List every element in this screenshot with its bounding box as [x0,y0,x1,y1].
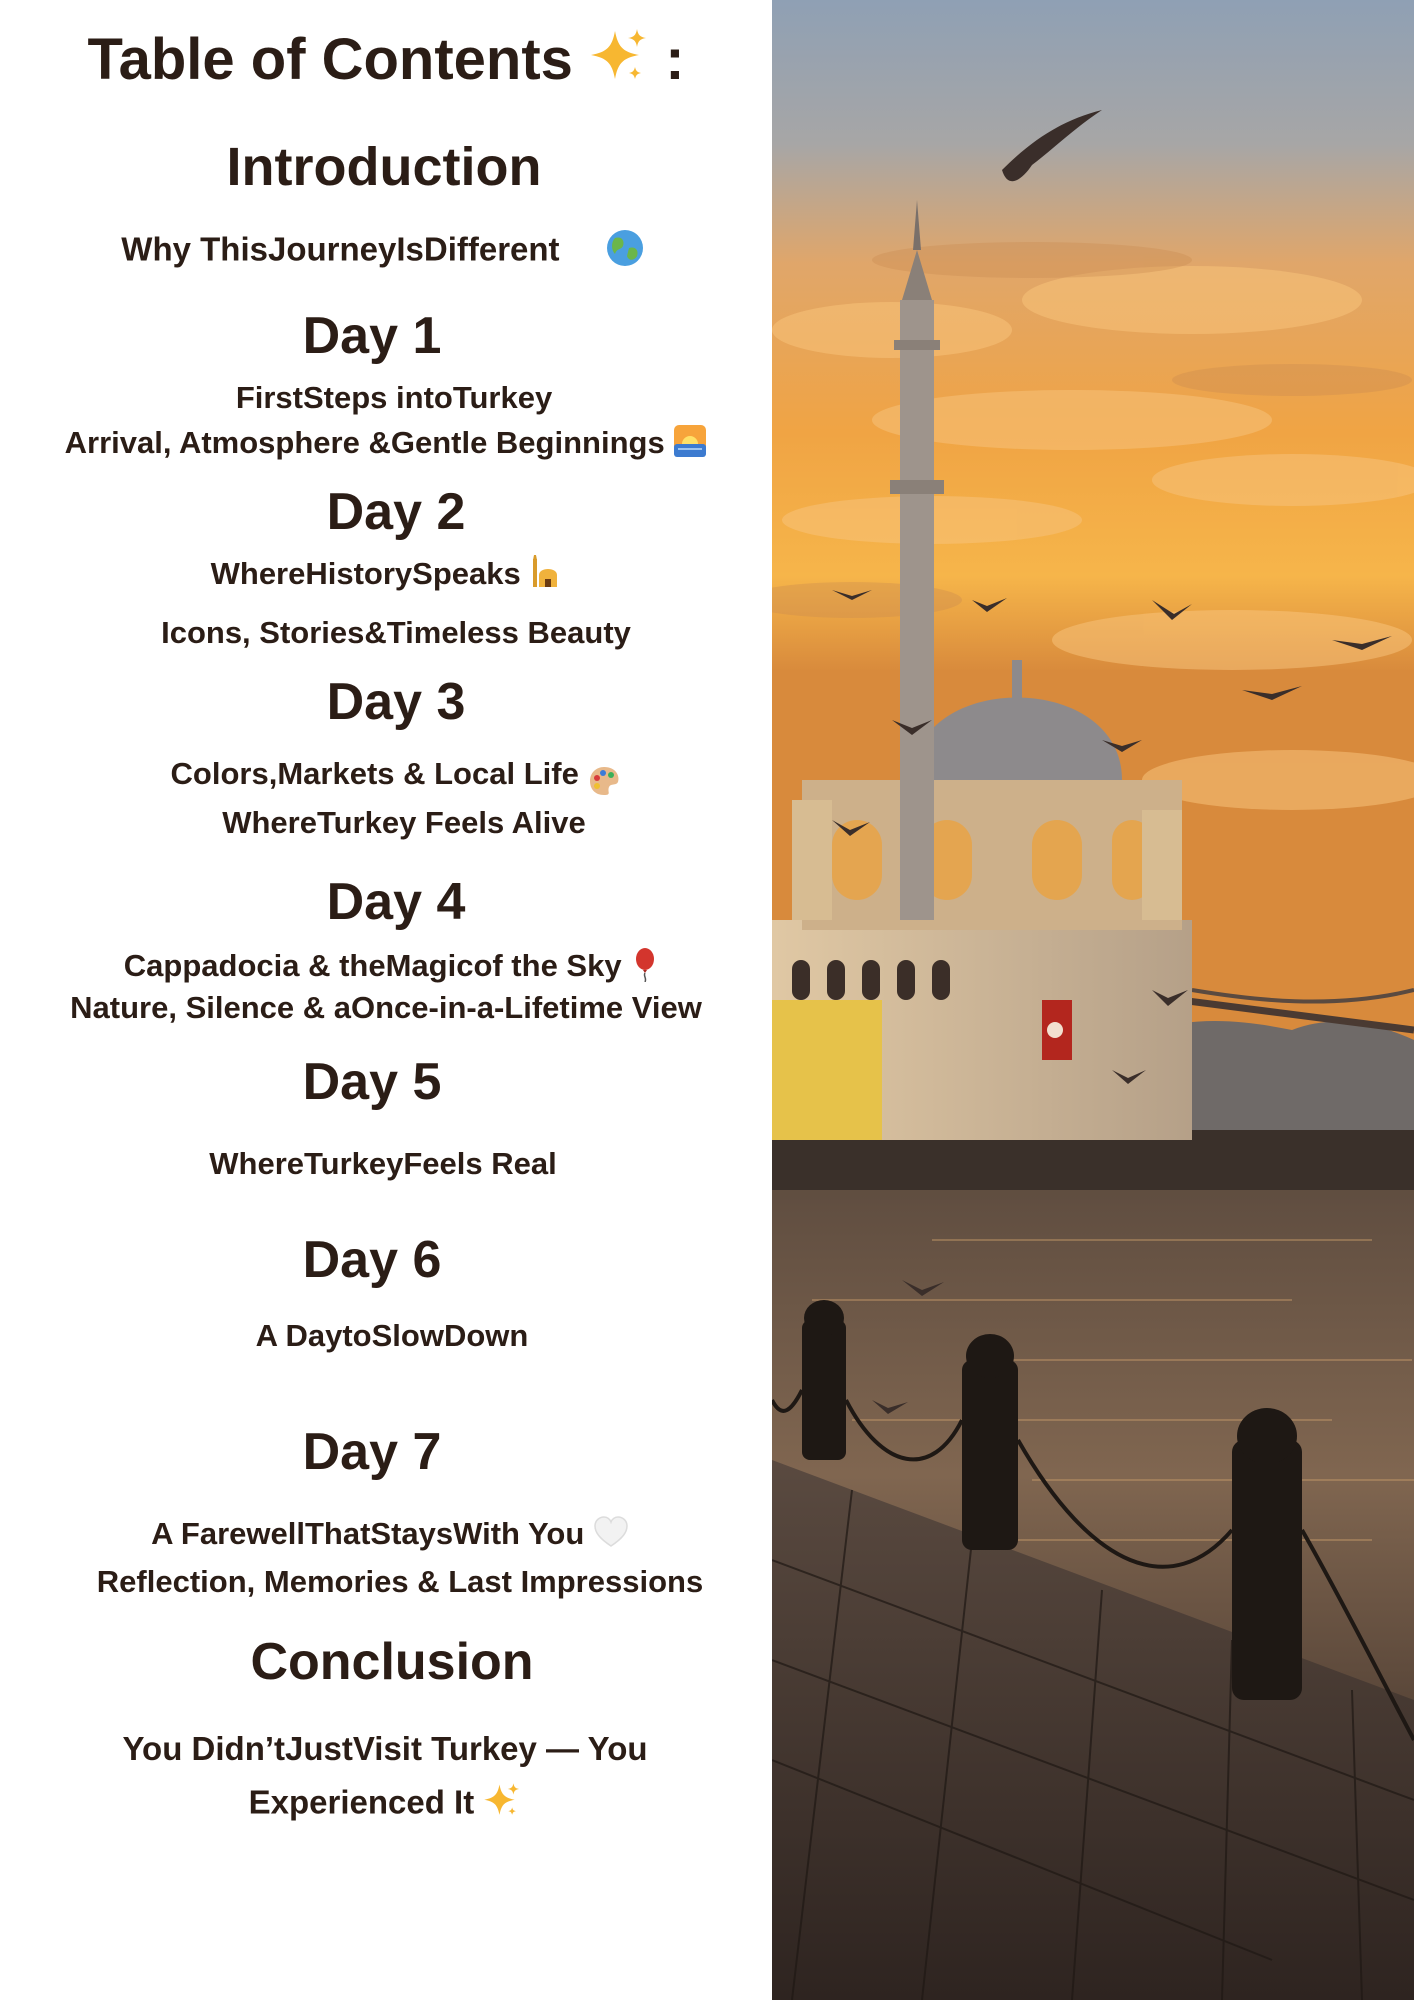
day1-subtitle: Arrival, Atmosphere &Gentle Beginnings [64,425,665,461]
sparkles-icon [483,1782,521,1828]
day2-heading: Day 2 [326,483,466,541]
day7-title-row [4,1516,776,1556]
conclusion-line2: Experienced It [248,1783,475,1821]
globe-icon [605,228,645,276]
day3-subtitle: WhereTurkey Feels Alive [222,805,586,840]
conclusion-line1: You Didn’tJustVisit Turkey — You [122,1730,648,1767]
intro-subtitle: Why ThisJourneyIsDifferent [121,230,560,268]
toc-title: Table of Contents [87,27,573,92]
day4-heading: Day 4 [326,873,466,931]
day1-title: FirstSteps intoTurkey [235,380,553,415]
day4-subtitle: Nature, Silence & aOnce-in-a-Lifetime View [70,990,702,1025]
day2-title: WhereHistorySpeaks [210,556,521,592]
day5-heading: Day 5 [302,1053,442,1111]
balloon-icon [630,946,660,990]
day7-subtitle: Reflection, Memories & Last Impressions [96,1564,704,1599]
conclusion-heading: Conclusion [250,1633,534,1691]
day4-title: Cappadocia & theMagicof the Sky [123,948,622,984]
toc-title-colon: : [665,27,685,92]
day3-title: Colors,Markets & Local Life [170,756,579,792]
mosque-sunset-photo [772,0,1414,2000]
palette-icon [587,764,621,806]
day4-title-row [6,946,778,990]
mosque-icon [529,555,563,597]
sparkles-icon [589,27,649,101]
day6-title: A DaytoSlowDown [255,1318,529,1353]
day6-heading: Day 6 [302,1231,442,1289]
day1-subtitle-row [0,424,772,466]
day7-title: A FarewellThatStaysWith You [151,1516,585,1552]
day5-title: WhereTurkeyFeels Real [209,1146,557,1181]
day3-heading: Day 3 [326,673,466,731]
intro-heading: Introduction [226,137,542,197]
day7-heading: Day 7 [302,1423,442,1481]
intro-subtitle-row [0,228,769,276]
day1-heading: Day 1 [302,307,442,365]
toc-title-row [0,26,772,101]
day3-title-row [10,746,782,806]
sunrise-icon [673,424,707,466]
conclusion-line2-row [0,1782,771,1828]
white-heart-icon [593,1516,629,1556]
day2-title-row [1,555,773,597]
day2-subtitle: Icons, Stories&Timeless Beauty [161,615,631,650]
